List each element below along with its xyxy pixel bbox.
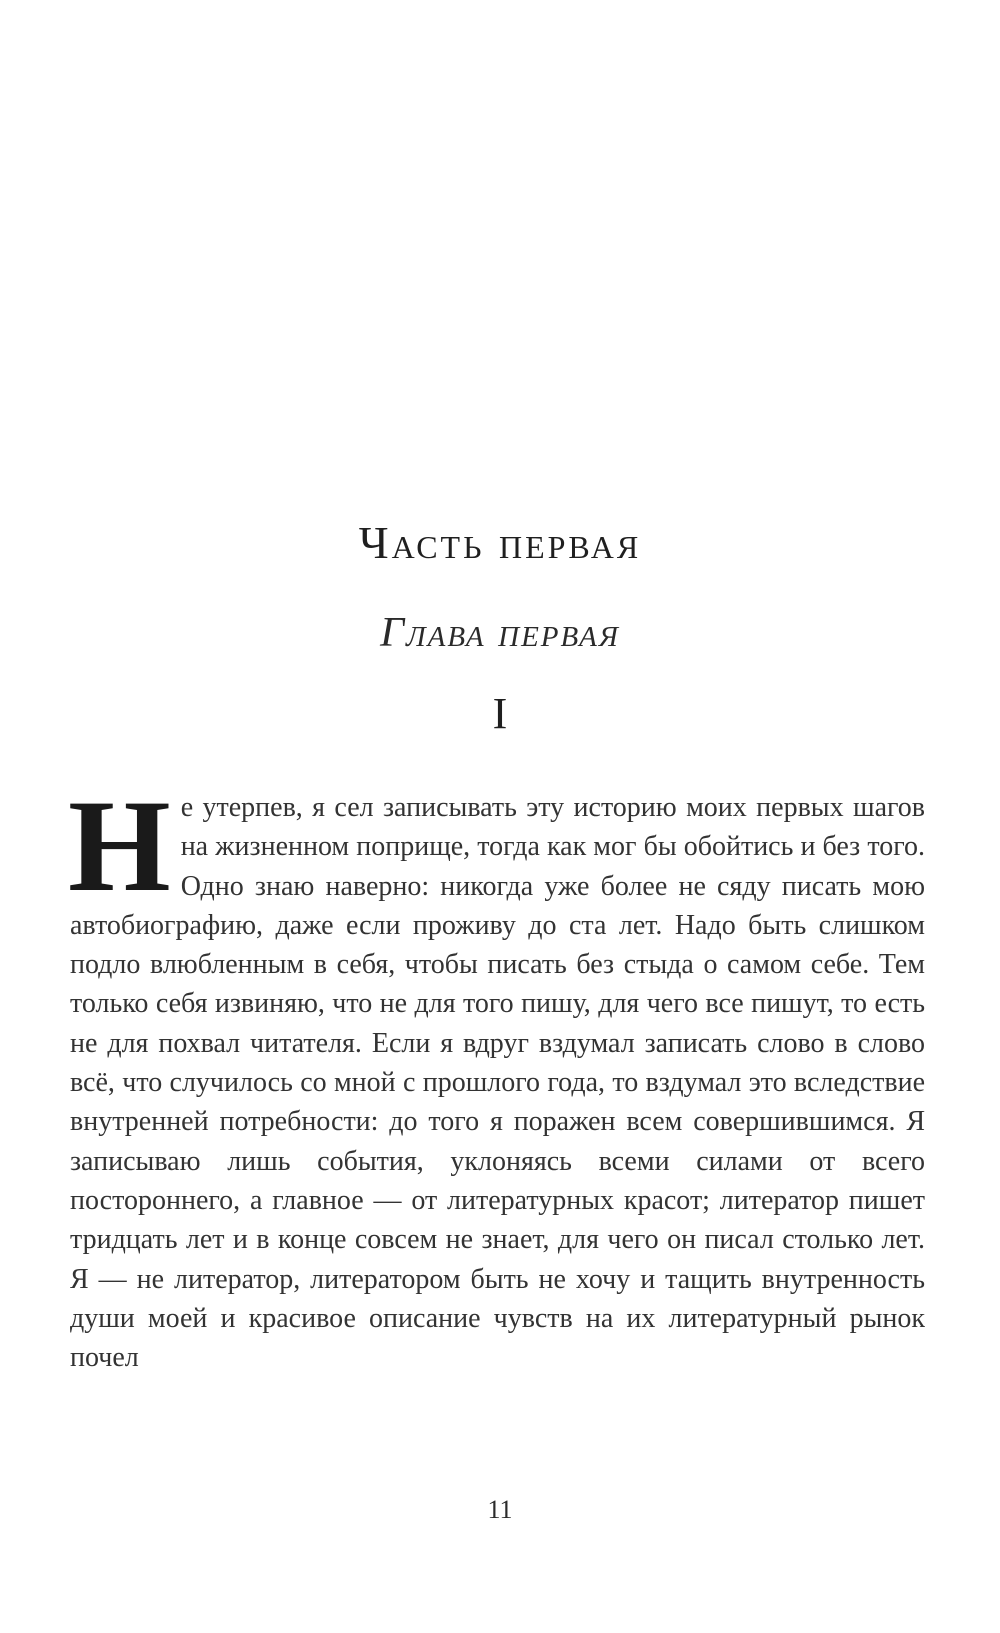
part-title: Часть первая [358, 517, 642, 568]
chapter-title: Глава первая [380, 610, 620, 656]
page-number: 11 [487, 1495, 513, 1524]
drop-cap: Н [68, 772, 171, 919]
section-number: I [492, 689, 508, 738]
paragraph-text: е утерпев, я сел записывать эту историю моих первых шагов на жизненном поприще, тогда как мог бы обойтись и без того. Одно знаю наверно: никогда уже более не сяду писать мою автобиографию, даже если проживу до ста лет. Надо быть слишком подло влюбленным в себя, чтобы писать без стыда о самом себе. Тем только себя извиняю, что не для того пишу, для чего все пишут, то есть не для похвал читателя. Если я вдруг вздумал записать слово в слово всё, что случилось со мной с прошлого года, то вздумал это вследствие внутренней потребности: до того я поражен всем совершившимся. Я записываю лишь события, уклоняясь всеми силами от всего постороннего, а главное — от литературных красот; литератор пишет тридцать лет и в конце совсем не знает, для чего он писал столько лет. Я — не литератор, литератором быть не хочу и тащить внутренность души моей и красивое описание чувств на их литературный рынок почел [70, 792, 925, 1374]
body-paragraph [68, 772, 925, 1377]
